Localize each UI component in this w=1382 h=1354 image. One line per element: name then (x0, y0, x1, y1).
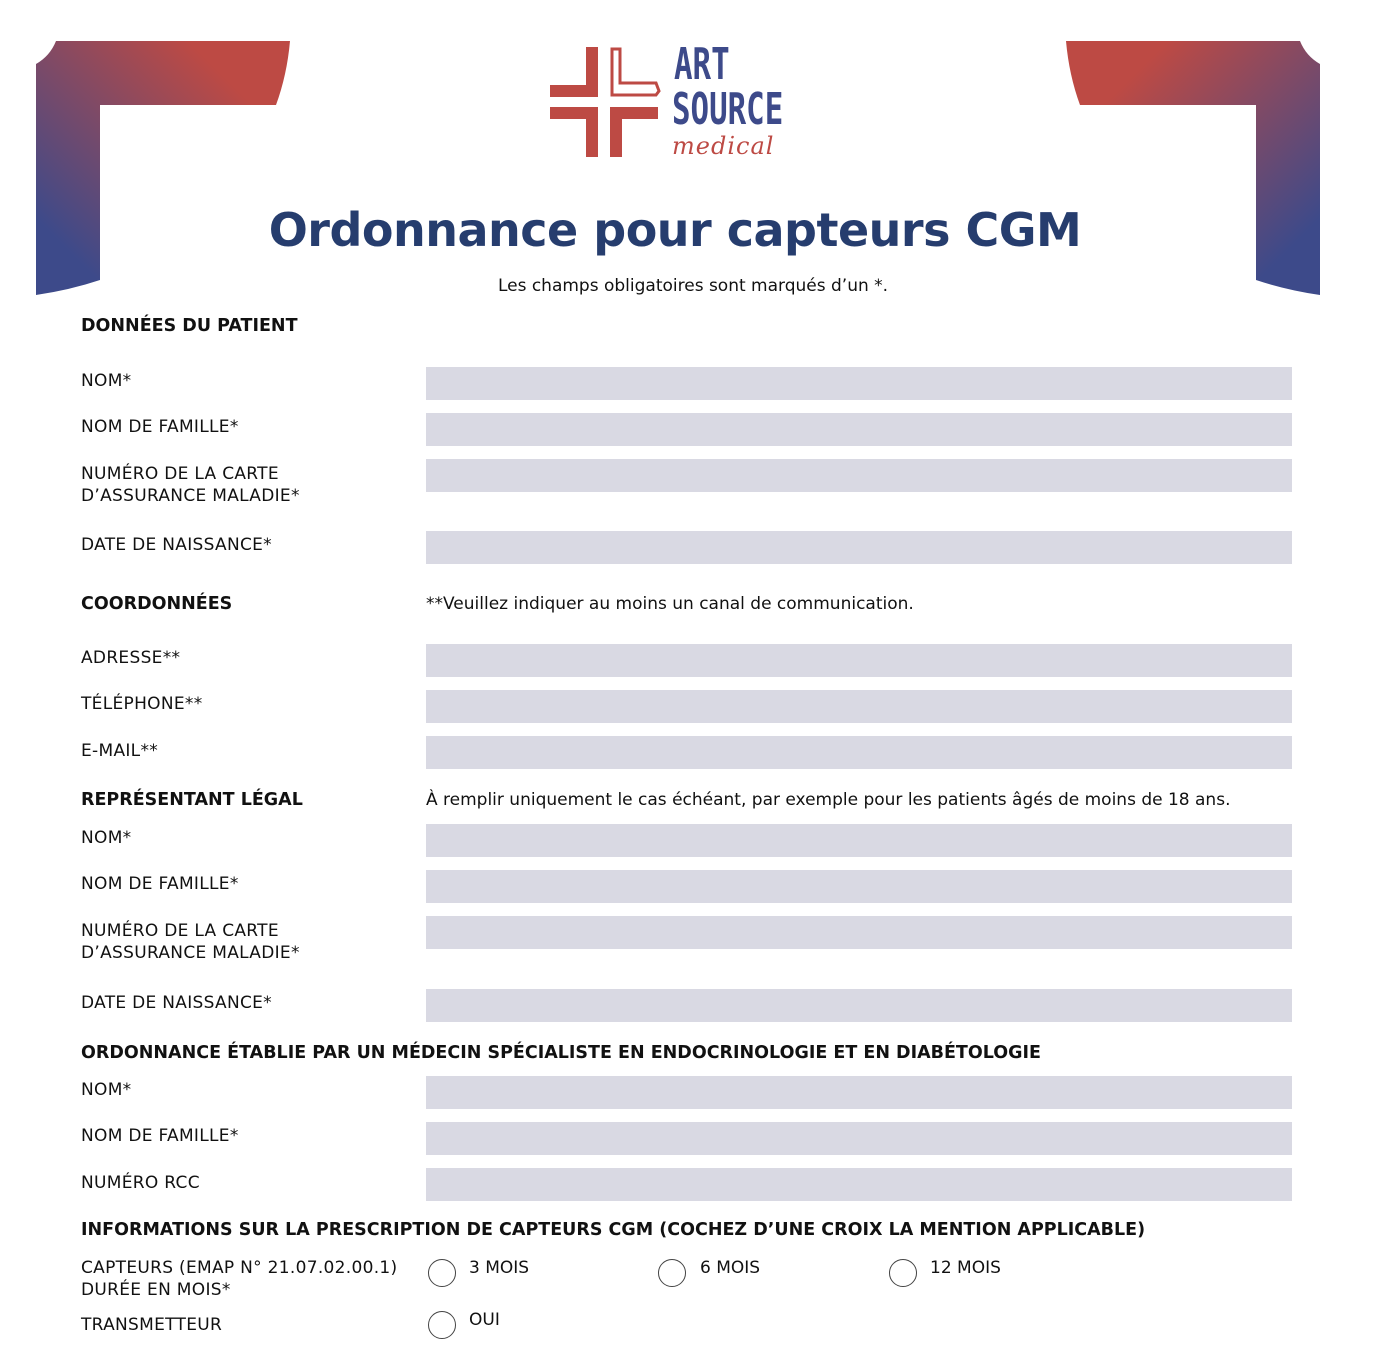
section-heading-prescription: INFORMATIONS SUR LA PRESCRIPTION DE CAPTEURS CGM (COCHEZ D’UNE CROIX LA MENTION APPLICABLE) (81, 1220, 1146, 1240)
coordonnees-note: **Veuillez indiquer au moins un canal de communication. (426, 594, 914, 614)
logo (546, 39, 816, 165)
label-adresse: ADRESSE** (81, 648, 181, 668)
label-patient-carte-2: D’ASSURANCE MALADIE* (81, 486, 300, 506)
medical-cross-icon (546, 45, 666, 161)
med-nom-input[interactable] (426, 1076, 1292, 1109)
logo-text-art: ART (674, 39, 730, 90)
option-12-mois: 12 MOIS (930, 1258, 1001, 1278)
label-rep-nom-famille: NOM DE FAMILLE* (81, 874, 239, 894)
label-rep-carte-2: D’ASSURANCE MALADIE* (81, 943, 300, 963)
label-capteurs-2: DURÉE EN MOIS* (81, 1280, 231, 1300)
representant-note: À remplir uniquement le cas échéant, par exemple pour les patients âgés de moins de 18 ans. (426, 790, 1231, 810)
section-heading-coordonnees: COORDONNÉES (81, 594, 233, 614)
label-patient-nom-famille: NOM DE FAMILLE* (81, 417, 239, 437)
label-med-nom-famille: NOM DE FAMILLE* (81, 1126, 239, 1146)
section-heading-medecin: ORDONNANCE ÉTABLIE PAR UN MÉDECIN SPÉCIALISTE EN ENDOCRINOLOGIE ET EN DIABÉTOLOGIE (81, 1043, 1041, 1063)
radio-3-mois[interactable] (428, 1259, 456, 1287)
option-6-mois: 6 MOIS (700, 1258, 761, 1278)
label-patient-carte-1: NUMÉRO DE LA CARTE (81, 464, 279, 484)
logo-text-source: SOURCE (672, 84, 784, 135)
label-email: E-MAIL** (81, 741, 159, 761)
rep-nom-input[interactable] (426, 824, 1292, 857)
section-heading-patient: DONNÉES DU PATIENT (81, 316, 298, 336)
med-nom-famille-input[interactable] (426, 1122, 1292, 1155)
required-fields-note: Les champs obligatoires sont marqués d’un *. (497, 276, 889, 296)
rep-carte-input[interactable] (426, 916, 1292, 949)
rep-nom-famille-input[interactable] (426, 870, 1292, 903)
med-rcc-input[interactable] (426, 1168, 1292, 1201)
label-transmetteur: TRANSMETTEUR (81, 1315, 223, 1335)
option-transmetteur-oui: OUI (469, 1310, 500, 1330)
label-capteurs-1: CAPTEURS (EMAP N° 21.07.02.00.1) (81, 1258, 398, 1278)
patient-nom-input[interactable] (426, 367, 1292, 400)
patient-carte-input[interactable] (426, 459, 1292, 492)
rep-naissance-input[interactable] (426, 989, 1292, 1022)
adresse-input[interactable] (426, 644, 1292, 677)
telephone-input[interactable] (426, 690, 1292, 723)
radio-12-mois[interactable] (889, 1259, 917, 1287)
logo-text-medical: medical (672, 132, 775, 160)
radio-6-mois[interactable] (658, 1259, 686, 1287)
section-heading-representant: REPRÉSENTANT LÉGAL (81, 790, 303, 810)
label-telephone: TÉLÉPHONE** (81, 694, 203, 714)
page-title: Ordonnance pour capteurs CGM (268, 203, 1082, 257)
patient-naissance-input[interactable] (426, 531, 1292, 564)
label-rep-naissance: DATE DE NAISSANCE* (81, 993, 272, 1013)
label-rep-carte-1: NUMÉRO DE LA CARTE (81, 921, 279, 941)
patient-nom-famille-input[interactable] (426, 413, 1292, 446)
label-patient-nom: NOM* (81, 371, 132, 391)
email-input[interactable] (426, 736, 1292, 769)
radio-transmetteur-oui[interactable] (428, 1311, 456, 1339)
label-rep-nom: NOM* (81, 828, 132, 848)
label-med-rcc: NUMÉRO RCC (81, 1173, 200, 1193)
label-patient-naissance: DATE DE NAISSANCE* (81, 535, 272, 555)
label-med-nom: NOM* (81, 1080, 132, 1100)
option-3-mois: 3 MOIS (469, 1258, 530, 1278)
